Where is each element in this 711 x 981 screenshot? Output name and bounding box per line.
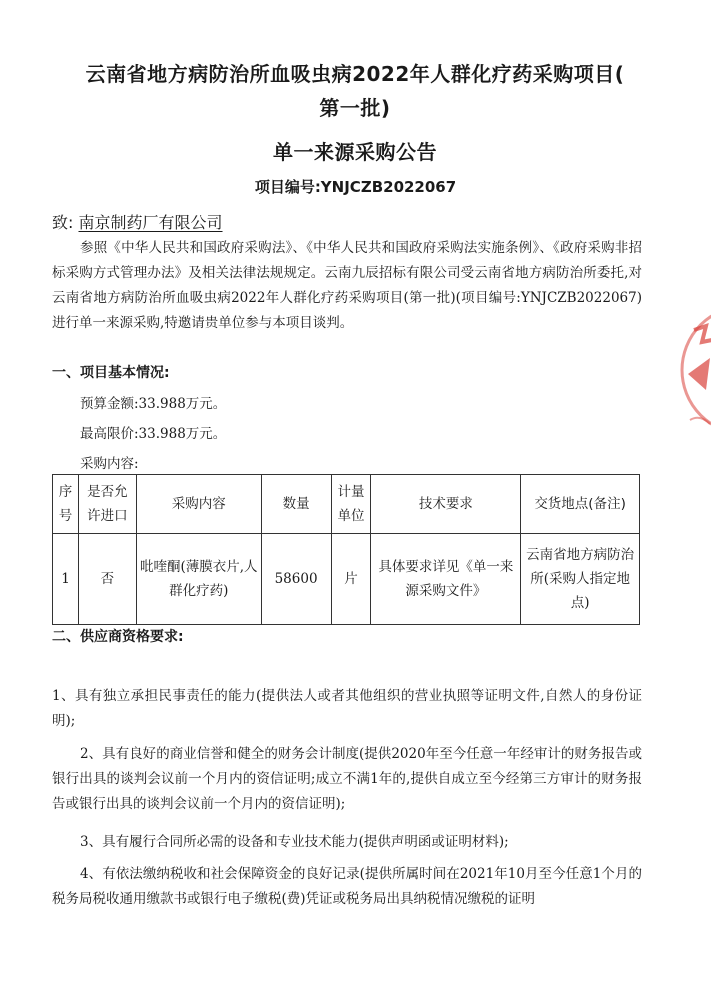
- cell-quantity: 58600: [261, 534, 331, 625]
- to-label: 致:: [52, 213, 74, 232]
- cell-unit: 片: [331, 534, 371, 625]
- requirement-2: 2、具有良好的商业信誉和健全的财务会计制度(提供2020年至今任意一年经审计的财务报告或银行出具的谈判会议前一个月内的资信证明;成立不满1年的,提供自成立至今经第三方审计的财务报告或银行出具的谈判会议前一个月内的资信证明);: [52, 746, 642, 812]
- header-tech-requirements: 技术要求: [371, 475, 521, 534]
- header-delivery-location: 交货地点(备注): [521, 475, 640, 534]
- header-unit: 计量单位: [331, 475, 371, 534]
- table-row: [53, 534, 640, 625]
- requirement-4: 4、有依法缴纳税收和社会保障资金的良好记录(提供所属时间在2021年10月至今任意1个月的税务局税收通用缴款书或银行电子缴税(费)凭证或税务局出具纳税情况缴税的证明: [52, 866, 642, 907]
- header-index: 序号: [53, 475, 79, 534]
- intro-paragraph: 参照《中华人民共和国政府采购法》、《中华人民共和国政府采购法实施条例》、《政府采购非招标采购方式管理办法》及相关法律法规规定。云南九辰招标有限公司受云南省地方病防治所委托,对云南省地方病防治所血吸虫病2022年人群化疗药采购项目(第一批)(项目编号:YNJCZB2022067)进行单一来源采购,特邀请贵单位参与本项目谈判。: [52, 240, 642, 331]
- section-basic-info-heading: 一、项目基本情况:: [52, 365, 170, 381]
- cell-index: 1: [53, 534, 79, 625]
- requirement-3: 3、具有履行合同所必需的设备和专业技术能力(提供声明函或证明材料);: [80, 834, 509, 850]
- addressee-line: [52, 210, 223, 233]
- cell-content: 吡喹酮(薄膜衣片,人群化疗药): [136, 534, 261, 625]
- table-header-row: [53, 475, 640, 534]
- title-line-2: 第一批): [319, 96, 391, 120]
- seal-stamp-icon: [676, 290, 711, 460]
- header-quantity: 数量: [261, 475, 331, 534]
- section-qualification-heading: 二、供应商资格要求:: [52, 629, 184, 645]
- budget-amount: 预算金额:33.988万元。: [80, 396, 227, 412]
- header-import-allowed: 是否允许进口: [78, 475, 136, 534]
- requirement-1: 1、具有独立承担民事责任的能力(提供法人或者其他组织的营业执照等证明文件,自然人的身份证明);: [52, 688, 642, 729]
- cell-delivery-location: 云南省地方病防治所(采购人指定地点): [521, 534, 640, 625]
- header-content: 采购内容: [136, 475, 261, 534]
- announcement-title: 单一来源采购公告: [273, 140, 437, 164]
- max-price: 最高限价:33.988万元。: [80, 426, 227, 442]
- cell-import-allowed: 否: [78, 534, 136, 625]
- procurement-table: [52, 474, 640, 625]
- title-line-1: 云南省地方病防治所血吸虫病2022年人群化疗药采购项目(: [85, 62, 625, 86]
- project-number: 项目编号:YNJCZB2022067: [254, 178, 457, 196]
- addressee-company: 南京制药厂有限公司: [78, 213, 223, 232]
- procurement-content-label: 采购内容:: [80, 456, 139, 472]
- cell-tech-requirements: 具体要求详见《单一来源采购文件》: [371, 534, 521, 625]
